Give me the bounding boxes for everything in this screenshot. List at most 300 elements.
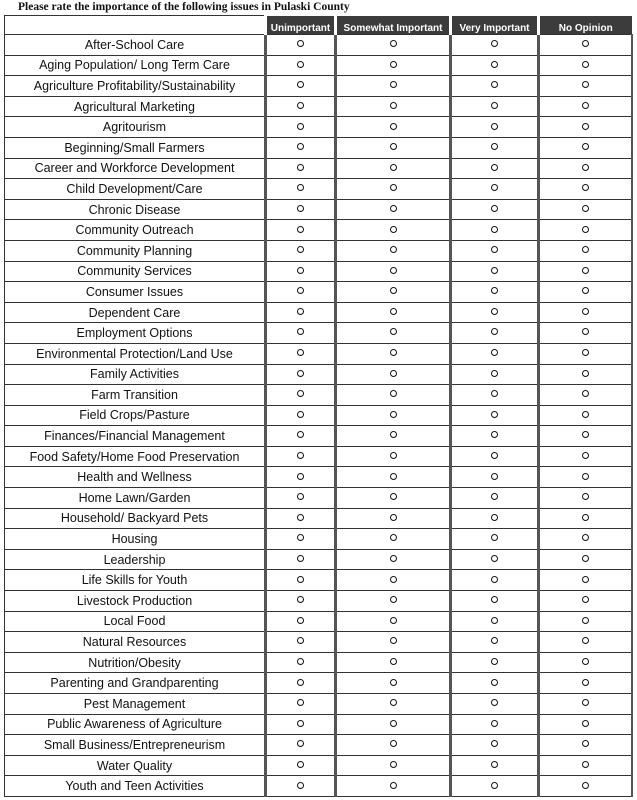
radio-option-somewhat-important[interactable] xyxy=(390,740,397,747)
radio-option-very-important[interactable] xyxy=(491,473,498,480)
rating-cell-somewhat-important xyxy=(336,364,451,385)
table-row xyxy=(5,508,632,529)
rating-cell-very-important xyxy=(451,199,539,220)
radio-option-unimportant[interactable] xyxy=(297,61,304,68)
radio-option-no-opinion[interactable] xyxy=(582,493,589,500)
column-header-very-important: Very Important xyxy=(451,16,539,35)
radio-option-very-important[interactable] xyxy=(491,102,498,109)
radio-option-unimportant[interactable] xyxy=(297,205,304,212)
rating-cell-no-opinion xyxy=(539,261,632,282)
radio-option-no-opinion[interactable] xyxy=(582,514,589,521)
radio-option-somewhat-important[interactable] xyxy=(390,596,397,603)
rating-cell-unimportant xyxy=(266,117,336,138)
radio-option-very-important[interactable] xyxy=(491,596,498,603)
rating-table xyxy=(4,15,633,797)
radio-option-somewhat-important[interactable] xyxy=(390,40,397,47)
radio-option-very-important[interactable] xyxy=(491,740,498,747)
rating-cell-no-opinion xyxy=(539,220,632,241)
rating-cell-no-opinion xyxy=(539,76,632,97)
table-row xyxy=(5,261,632,282)
rating-cell-no-opinion xyxy=(539,735,632,756)
radio-option-no-opinion[interactable] xyxy=(582,473,589,480)
table-row xyxy=(5,652,632,673)
table-row xyxy=(5,426,632,447)
rating-cell-very-important xyxy=(451,570,539,591)
rating-cell-unimportant xyxy=(266,240,336,261)
rating-cell-very-important xyxy=(451,467,539,488)
radio-option-unimportant[interactable] xyxy=(297,184,304,191)
rating-cell-no-opinion xyxy=(539,240,632,261)
radio-option-unimportant[interactable] xyxy=(297,370,304,377)
rating-cell-no-opinion xyxy=(539,446,632,467)
rating-cell-somewhat-important xyxy=(336,652,451,673)
rating-cell-very-important xyxy=(451,117,539,138)
radio-option-no-opinion[interactable] xyxy=(582,287,589,294)
radio-option-very-important[interactable] xyxy=(491,534,498,541)
radio-option-somewhat-important[interactable] xyxy=(390,658,397,665)
radio-option-somewhat-important[interactable] xyxy=(390,349,397,356)
radio-option-no-opinion[interactable] xyxy=(582,761,589,768)
rating-cell-very-important xyxy=(451,343,539,364)
radio-option-unimportant[interactable] xyxy=(297,452,304,459)
radio-option-no-opinion[interactable] xyxy=(582,782,589,789)
issue-label: Nutrition/Obesity xyxy=(5,652,266,673)
rating-cell-very-important xyxy=(451,488,539,509)
radio-option-no-opinion[interactable] xyxy=(582,205,589,212)
rating-cell-somewhat-important xyxy=(336,549,451,570)
rating-cell-very-important xyxy=(451,179,539,200)
rating-cell-unimportant xyxy=(266,385,336,406)
radio-option-very-important[interactable] xyxy=(491,287,498,294)
rating-cell-unimportant xyxy=(266,426,336,447)
issue-label: Food Safety/Home Food Preservation xyxy=(5,446,266,467)
issue-label: Youth and Teen Activities xyxy=(5,776,266,797)
radio-option-very-important[interactable] xyxy=(491,658,498,665)
table-row xyxy=(5,735,632,756)
radio-option-very-important[interactable] xyxy=(491,452,498,459)
radio-option-somewhat-important[interactable] xyxy=(390,493,397,500)
rating-cell-somewhat-important xyxy=(336,426,451,447)
radio-option-no-opinion[interactable] xyxy=(582,390,589,397)
rating-cell-somewhat-important xyxy=(336,632,451,653)
radio-option-very-important[interactable] xyxy=(491,679,498,686)
radio-option-very-important[interactable] xyxy=(491,81,498,88)
radio-option-somewhat-important[interactable] xyxy=(390,761,397,768)
rating-cell-somewhat-important xyxy=(336,220,451,241)
rating-cell-no-opinion xyxy=(539,776,632,797)
rating-cell-unimportant xyxy=(266,591,336,612)
rating-cell-very-important xyxy=(451,55,539,76)
radio-option-somewhat-important[interactable] xyxy=(390,720,397,727)
radio-option-no-opinion[interactable] xyxy=(582,534,589,541)
rating-cell-unimportant xyxy=(266,755,336,776)
rating-cell-unimportant xyxy=(266,446,336,467)
rating-cell-very-important xyxy=(451,405,539,426)
radio-option-no-opinion[interactable] xyxy=(582,555,589,562)
rating-cell-very-important xyxy=(451,137,539,158)
radio-option-very-important[interactable] xyxy=(491,555,498,562)
radio-option-very-important[interactable] xyxy=(491,205,498,212)
rating-cell-somewhat-important xyxy=(336,446,451,467)
radio-option-somewhat-important[interactable] xyxy=(390,637,397,644)
table-row xyxy=(5,302,632,323)
radio-option-somewhat-important[interactable] xyxy=(390,514,397,521)
radio-option-unimportant[interactable] xyxy=(297,782,304,789)
radio-option-very-important[interactable] xyxy=(491,328,498,335)
radio-option-very-important[interactable] xyxy=(491,411,498,418)
issue-label: Small Business/Entrepreneurism xyxy=(5,735,266,756)
radio-option-unimportant[interactable] xyxy=(297,164,304,171)
rating-cell-no-opinion xyxy=(539,343,632,364)
radio-option-somewhat-important[interactable] xyxy=(390,534,397,541)
rating-cell-somewhat-important xyxy=(336,323,451,344)
radio-option-somewhat-important[interactable] xyxy=(390,782,397,789)
radio-option-somewhat-important[interactable] xyxy=(390,411,397,418)
radio-option-somewhat-important[interactable] xyxy=(390,102,397,109)
radio-option-somewhat-important[interactable] xyxy=(390,555,397,562)
radio-option-somewhat-important[interactable] xyxy=(390,308,397,315)
radio-option-somewhat-important[interactable] xyxy=(390,576,397,583)
issue-label: Agriculture Profitability/Sustainability xyxy=(5,76,266,97)
radio-option-unimportant[interactable] xyxy=(297,679,304,686)
radio-option-somewhat-important[interactable] xyxy=(390,226,397,233)
rating-cell-no-opinion xyxy=(539,137,632,158)
radio-option-very-important[interactable] xyxy=(491,617,498,624)
radio-option-unimportant[interactable] xyxy=(297,637,304,644)
radio-option-no-opinion[interactable] xyxy=(582,40,589,47)
radio-option-no-opinion[interactable] xyxy=(582,370,589,377)
radio-option-very-important[interactable] xyxy=(491,761,498,768)
radio-option-somewhat-important[interactable] xyxy=(390,61,397,68)
rating-cell-no-opinion xyxy=(539,302,632,323)
radio-option-no-opinion[interactable] xyxy=(582,102,589,109)
issue-label: Farm Transition xyxy=(5,385,266,406)
radio-option-unimportant[interactable] xyxy=(297,761,304,768)
radio-option-unimportant[interactable] xyxy=(297,40,304,47)
rating-cell-no-opinion xyxy=(539,570,632,591)
issue-label: Leadership xyxy=(5,549,266,570)
issue-label: Natural Resources xyxy=(5,632,266,653)
radio-option-somewhat-important[interactable] xyxy=(390,328,397,335)
radio-option-very-important[interactable] xyxy=(491,782,498,789)
issue-label: Housing xyxy=(5,529,266,550)
table-row xyxy=(5,220,632,241)
radio-option-no-opinion[interactable] xyxy=(582,452,589,459)
table-row xyxy=(5,385,632,406)
radio-option-very-important[interactable] xyxy=(491,370,498,377)
issue-label: Employment Options xyxy=(5,323,266,344)
radio-option-very-important[interactable] xyxy=(491,246,498,253)
radio-option-unimportant[interactable] xyxy=(297,123,304,130)
rating-cell-somewhat-important xyxy=(336,282,451,303)
issue-label: Household/ Backyard Pets xyxy=(5,508,266,529)
issue-label: Beginning/Small Farmers xyxy=(5,137,266,158)
radio-option-very-important[interactable] xyxy=(491,576,498,583)
issue-label: Home Lawn/Garden xyxy=(5,488,266,509)
rating-cell-unimportant xyxy=(266,632,336,653)
radio-option-very-important[interactable] xyxy=(491,267,498,274)
radio-option-very-important[interactable] xyxy=(491,61,498,68)
table-row xyxy=(5,35,632,56)
table-row xyxy=(5,488,632,509)
radio-option-unimportant[interactable] xyxy=(297,267,304,274)
radio-option-somewhat-important[interactable] xyxy=(390,390,397,397)
rating-cell-somewhat-important xyxy=(336,735,451,756)
rating-cell-somewhat-important xyxy=(336,179,451,200)
rating-cell-unimportant xyxy=(266,364,336,385)
issue-label: After-School Care xyxy=(5,35,266,56)
rating-cell-unimportant xyxy=(266,570,336,591)
radio-option-no-opinion[interactable] xyxy=(582,720,589,727)
radio-option-unimportant[interactable] xyxy=(297,328,304,335)
radio-option-no-opinion[interactable] xyxy=(582,267,589,274)
rating-cell-no-opinion xyxy=(539,652,632,673)
rating-cell-somewhat-important xyxy=(336,261,451,282)
radio-option-no-opinion[interactable] xyxy=(582,679,589,686)
radio-option-unimportant[interactable] xyxy=(297,246,304,253)
rating-cell-very-important xyxy=(451,35,539,56)
rating-cell-somewhat-important xyxy=(336,488,451,509)
radio-option-no-opinion[interactable] xyxy=(582,699,589,706)
rating-cell-very-important xyxy=(451,611,539,632)
radio-option-very-important[interactable] xyxy=(491,184,498,191)
radio-option-very-important[interactable] xyxy=(491,431,498,438)
radio-option-unimportant[interactable] xyxy=(297,699,304,706)
rating-cell-no-opinion xyxy=(539,467,632,488)
radio-option-very-important[interactable] xyxy=(491,308,498,315)
issue-label: Agricultural Marketing xyxy=(5,96,266,117)
rating-cell-unimportant xyxy=(266,220,336,241)
issue-label: Water Quality xyxy=(5,755,266,776)
rating-cell-somewhat-important xyxy=(336,117,451,138)
rating-cell-unimportant xyxy=(266,549,336,570)
radio-option-unimportant[interactable] xyxy=(297,390,304,397)
radio-option-no-opinion[interactable] xyxy=(582,617,589,624)
rating-cell-somewhat-important xyxy=(336,76,451,97)
radio-option-somewhat-important[interactable] xyxy=(390,452,397,459)
radio-option-no-opinion[interactable] xyxy=(582,81,589,88)
radio-option-no-opinion[interactable] xyxy=(582,637,589,644)
rating-cell-very-important xyxy=(451,76,539,97)
table-row xyxy=(5,364,632,385)
radio-option-somewhat-important[interactable] xyxy=(390,473,397,480)
radio-option-unimportant[interactable] xyxy=(297,431,304,438)
radio-option-very-important[interactable] xyxy=(491,720,498,727)
rating-cell-unimportant xyxy=(266,55,336,76)
rating-cell-very-important xyxy=(451,652,539,673)
header-row xyxy=(5,16,632,35)
table-row xyxy=(5,282,632,303)
table-row xyxy=(5,776,632,797)
radio-option-unimportant[interactable] xyxy=(297,617,304,624)
issue-label: Public Awareness of Agriculture xyxy=(5,714,266,735)
rating-cell-unimportant xyxy=(266,529,336,550)
page-title: Please rate the importance of the following issues in Pulaski County xyxy=(18,1,350,13)
radio-option-no-opinion[interactable] xyxy=(582,596,589,603)
radio-option-unimportant[interactable] xyxy=(297,514,304,521)
issue-label: Livestock Production xyxy=(5,591,266,612)
rating-cell-very-important xyxy=(451,632,539,653)
radio-option-unimportant[interactable] xyxy=(297,740,304,747)
rating-cell-no-opinion xyxy=(539,364,632,385)
radio-option-unimportant[interactable] xyxy=(297,473,304,480)
rating-cell-no-opinion xyxy=(539,96,632,117)
table-row xyxy=(5,570,632,591)
radio-option-somewhat-important[interactable] xyxy=(390,370,397,377)
radio-option-unimportant[interactable] xyxy=(297,534,304,541)
rating-cell-no-opinion xyxy=(539,199,632,220)
table-row xyxy=(5,343,632,364)
radio-option-somewhat-important[interactable] xyxy=(390,143,397,150)
table-row xyxy=(5,446,632,467)
rating-cell-unimportant xyxy=(266,137,336,158)
radio-option-unimportant[interactable] xyxy=(297,658,304,665)
radio-option-very-important[interactable] xyxy=(491,699,498,706)
rating-cell-no-opinion xyxy=(539,282,632,303)
rating-cell-unimportant xyxy=(266,467,336,488)
radio-option-no-opinion[interactable] xyxy=(582,61,589,68)
rating-cell-very-important xyxy=(451,735,539,756)
rating-cell-no-opinion xyxy=(539,529,632,550)
rating-cell-somewhat-important xyxy=(336,776,451,797)
rating-cell-unimportant xyxy=(266,96,336,117)
radio-option-unimportant[interactable] xyxy=(297,102,304,109)
radio-option-somewhat-important[interactable] xyxy=(390,617,397,624)
rating-cell-somewhat-important xyxy=(336,673,451,694)
radio-option-very-important[interactable] xyxy=(491,349,498,356)
rating-cell-unimportant xyxy=(266,735,336,756)
issue-label: Community Services xyxy=(5,261,266,282)
radio-option-somewhat-important[interactable] xyxy=(390,205,397,212)
radio-option-no-opinion[interactable] xyxy=(582,658,589,665)
rating-cell-no-opinion xyxy=(539,55,632,76)
rating-cell-somewhat-important xyxy=(336,611,451,632)
rating-cell-very-important xyxy=(451,508,539,529)
rating-cell-somewhat-important xyxy=(336,467,451,488)
issue-label: Field Crops/Pasture xyxy=(5,405,266,426)
rating-cell-unimportant xyxy=(266,652,336,673)
rating-cell-no-opinion xyxy=(539,35,632,56)
rating-cell-no-opinion xyxy=(539,673,632,694)
rating-cell-no-opinion xyxy=(539,694,632,715)
radio-option-somewhat-important[interactable] xyxy=(390,184,397,191)
radio-option-very-important[interactable] xyxy=(491,493,498,500)
radio-option-unimportant[interactable] xyxy=(297,493,304,500)
table-row xyxy=(5,694,632,715)
radio-option-no-opinion[interactable] xyxy=(582,143,589,150)
table-row xyxy=(5,755,632,776)
table-row xyxy=(5,55,632,76)
rating-cell-somewhat-important xyxy=(336,343,451,364)
radio-option-no-opinion[interactable] xyxy=(582,411,589,418)
table-row xyxy=(5,158,632,179)
rating-cell-very-important xyxy=(451,426,539,447)
radio-option-unimportant[interactable] xyxy=(297,81,304,88)
issue-label: Parenting and Grandparenting xyxy=(5,673,266,694)
radio-option-no-opinion[interactable] xyxy=(582,740,589,747)
radio-option-somewhat-important[interactable] xyxy=(390,81,397,88)
rating-cell-unimportant xyxy=(266,508,336,529)
rating-cell-unimportant xyxy=(266,405,336,426)
table-row xyxy=(5,137,632,158)
radio-option-no-opinion[interactable] xyxy=(582,308,589,315)
radio-option-somewhat-important[interactable] xyxy=(390,679,397,686)
rating-cell-no-opinion xyxy=(539,385,632,406)
radio-option-very-important[interactable] xyxy=(491,123,498,130)
radio-option-unimportant[interactable] xyxy=(297,596,304,603)
rating-cell-somewhat-important xyxy=(336,755,451,776)
rating-cell-somewhat-important xyxy=(336,199,451,220)
radio-option-very-important[interactable] xyxy=(491,226,498,233)
radio-option-no-opinion[interactable] xyxy=(582,431,589,438)
radio-option-no-opinion[interactable] xyxy=(582,576,589,583)
rating-cell-no-opinion xyxy=(539,405,632,426)
radio-option-very-important[interactable] xyxy=(491,637,498,644)
radio-option-somewhat-important[interactable] xyxy=(390,431,397,438)
rating-cell-unimportant xyxy=(266,261,336,282)
rating-cell-no-opinion xyxy=(539,611,632,632)
radio-option-no-opinion[interactable] xyxy=(582,164,589,171)
radio-option-no-opinion[interactable] xyxy=(582,349,589,356)
radio-option-very-important[interactable] xyxy=(491,390,498,397)
issue-label: Local Food xyxy=(5,611,266,632)
rating-cell-somewhat-important xyxy=(336,508,451,529)
radio-option-very-important[interactable] xyxy=(491,143,498,150)
table-row xyxy=(5,76,632,97)
radio-option-no-opinion[interactable] xyxy=(582,123,589,130)
rating-cell-very-important xyxy=(451,755,539,776)
rating-cell-somewhat-important xyxy=(336,405,451,426)
radio-option-somewhat-important[interactable] xyxy=(390,287,397,294)
issue-column-header xyxy=(5,16,266,35)
rating-cell-unimportant xyxy=(266,673,336,694)
radio-option-somewhat-important[interactable] xyxy=(390,267,397,274)
rating-cell-no-opinion xyxy=(539,117,632,138)
radio-option-unimportant[interactable] xyxy=(297,349,304,356)
radio-option-no-opinion[interactable] xyxy=(582,226,589,233)
rating-cell-very-important xyxy=(451,282,539,303)
radio-option-somewhat-important[interactable] xyxy=(390,246,397,253)
issue-label: Environmental Protection/Land Use xyxy=(5,343,266,364)
rating-cell-unimportant xyxy=(266,76,336,97)
radio-option-very-important[interactable] xyxy=(491,164,498,171)
table-row xyxy=(5,549,632,570)
radio-option-no-opinion[interactable] xyxy=(582,184,589,191)
rating-cell-unimportant xyxy=(266,611,336,632)
radio-option-unimportant[interactable] xyxy=(297,226,304,233)
radio-option-no-opinion[interactable] xyxy=(582,246,589,253)
rating-cell-unimportant xyxy=(266,35,336,56)
radio-option-somewhat-important[interactable] xyxy=(390,123,397,130)
radio-option-unimportant[interactable] xyxy=(297,143,304,150)
radio-option-unimportant[interactable] xyxy=(297,576,304,583)
rating-cell-somewhat-important xyxy=(336,714,451,735)
radio-option-somewhat-important[interactable] xyxy=(390,164,397,171)
radio-option-very-important[interactable] xyxy=(491,514,498,521)
radio-option-no-opinion[interactable] xyxy=(582,328,589,335)
radio-option-unimportant[interactable] xyxy=(297,287,304,294)
radio-option-unimportant[interactable] xyxy=(297,720,304,727)
radio-option-unimportant[interactable] xyxy=(297,555,304,562)
radio-option-somewhat-important[interactable] xyxy=(390,699,397,706)
rating-cell-very-important xyxy=(451,529,539,550)
radio-option-very-important[interactable] xyxy=(491,40,498,47)
rating-cell-unimportant xyxy=(266,323,336,344)
radio-option-unimportant[interactable] xyxy=(297,411,304,418)
rating-cell-somewhat-important xyxy=(336,570,451,591)
issue-label: Community Outreach xyxy=(5,220,266,241)
radio-option-unimportant[interactable] xyxy=(297,308,304,315)
